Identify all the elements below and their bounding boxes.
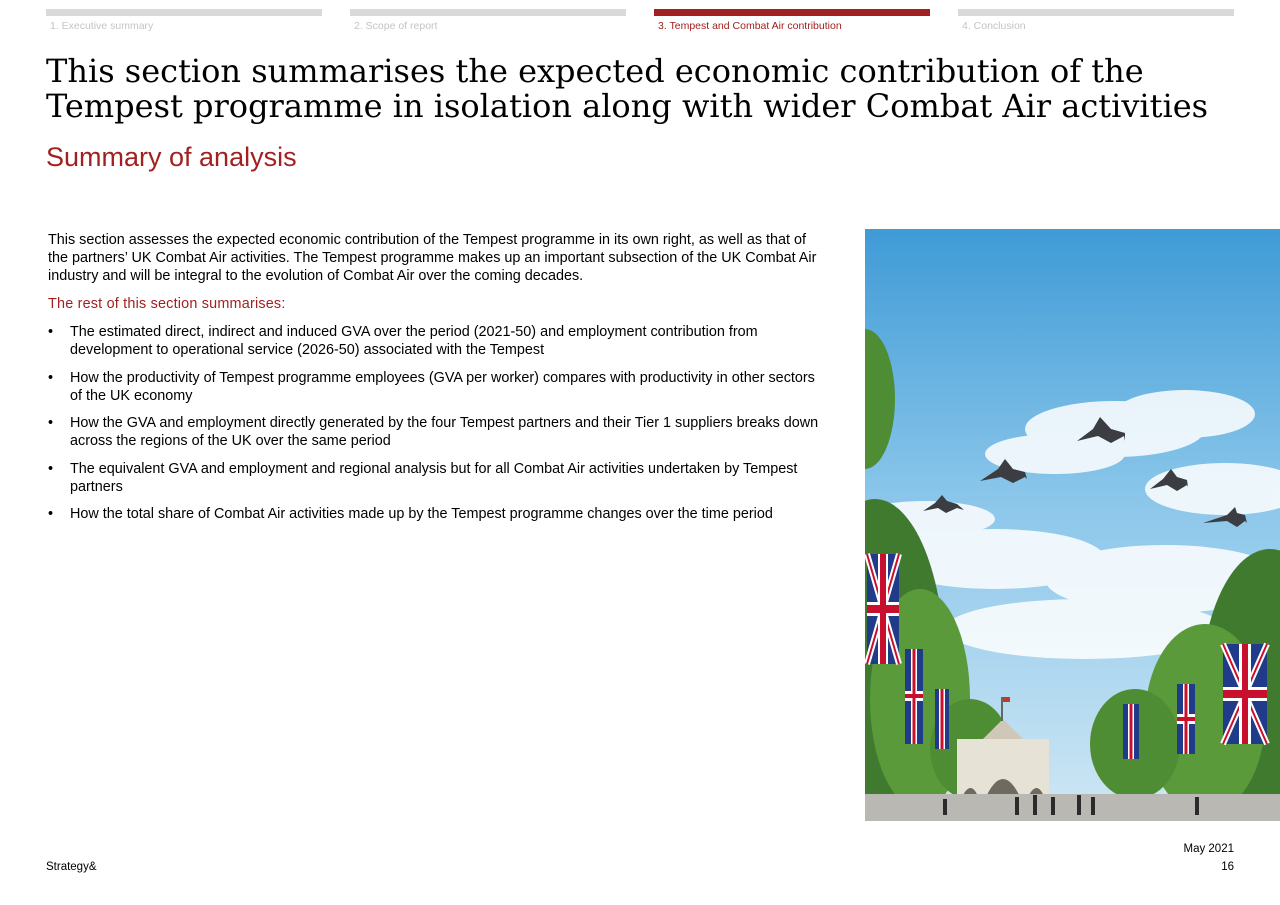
summary-content (48, 231, 828, 533)
list-item (48, 505, 828, 523)
page-number: 16 (1221, 861, 1234, 873)
list-item (48, 323, 828, 359)
list-item (48, 414, 828, 450)
list-item (48, 460, 828, 496)
report-date: May 2021 (1183, 843, 1234, 855)
intro-paragraph: This section assesses the expected economic contribution of the Tempest programme in its own right, as well as that of the partners’ UK Combat Air activities. The Tempest programme makes up an important subsection of the UK Combat Air industry and will be integral to the evolution of Combat Air over the coming decades. (48, 232, 817, 284)
section-navigation (46, 9, 1234, 39)
bullet-marker: • (48, 324, 54, 340)
summary-bullet-list (48, 323, 828, 523)
tab-label: 2. Scope of report (354, 20, 438, 32)
list-item (48, 369, 828, 405)
tab-progress-bar (350, 9, 626, 16)
bullet-text: The estimated direct, indirect and induced GVA over the period (2021-50) and employment contribution from development to operational service (2026-50) associated with the Tempest (70, 324, 758, 358)
bullet-text: The equivalent GVA and employment and regional analysis but for all Combat Air activities undertaken by Tempest partners (70, 460, 798, 495)
bullet-marker: • (48, 506, 54, 522)
bullet-marker: • (48, 415, 54, 431)
brand-name: Strategy& (46, 861, 97, 873)
bullet-text: How the total share of Combat Air activities made up by the Tempest programme changes over the time period (70, 506, 773, 522)
page-title: This section summarises the expected economic contribution of the Tempest programme in isolation along with wider Combat Air activities (46, 52, 1209, 125)
bullet-lead-in: The rest of this section summarises: (48, 296, 286, 312)
tab-label: 4. Conclusion (962, 20, 1026, 32)
tab-scope-of-report[interactable] (350, 9, 626, 39)
photo-illustration (865, 229, 1280, 821)
tab-conclusion[interactable] (958, 9, 1234, 39)
tab-label: 1. Executive summary (50, 20, 154, 32)
tab-progress-bar (958, 9, 1234, 16)
tab-label: 3. Tempest and Combat Air contribution (658, 20, 842, 32)
bullet-marker: • (48, 369, 54, 386)
road (865, 794, 1280, 821)
tab-tempest-combat-air-contribution[interactable] (654, 9, 930, 39)
bullet-marker: • (48, 460, 54, 477)
section-subtitle: Summary of analysis (46, 142, 297, 172)
tab-progress-bar (654, 9, 930, 16)
bullet-text: How the GVA and employment directly generated by the four Tempest partners and their Tier 1 suppliers breaks down across the regions of the UK over the same period (70, 415, 819, 449)
tab-progress-bar (46, 9, 322, 16)
tab-executive-summary[interactable] (46, 9, 322, 39)
bullet-text: How the productivity of Tempest programme employees (GVA per worker) compares with productivity in other sectors of the UK economy (70, 369, 815, 404)
flypast-photo (865, 229, 1280, 821)
